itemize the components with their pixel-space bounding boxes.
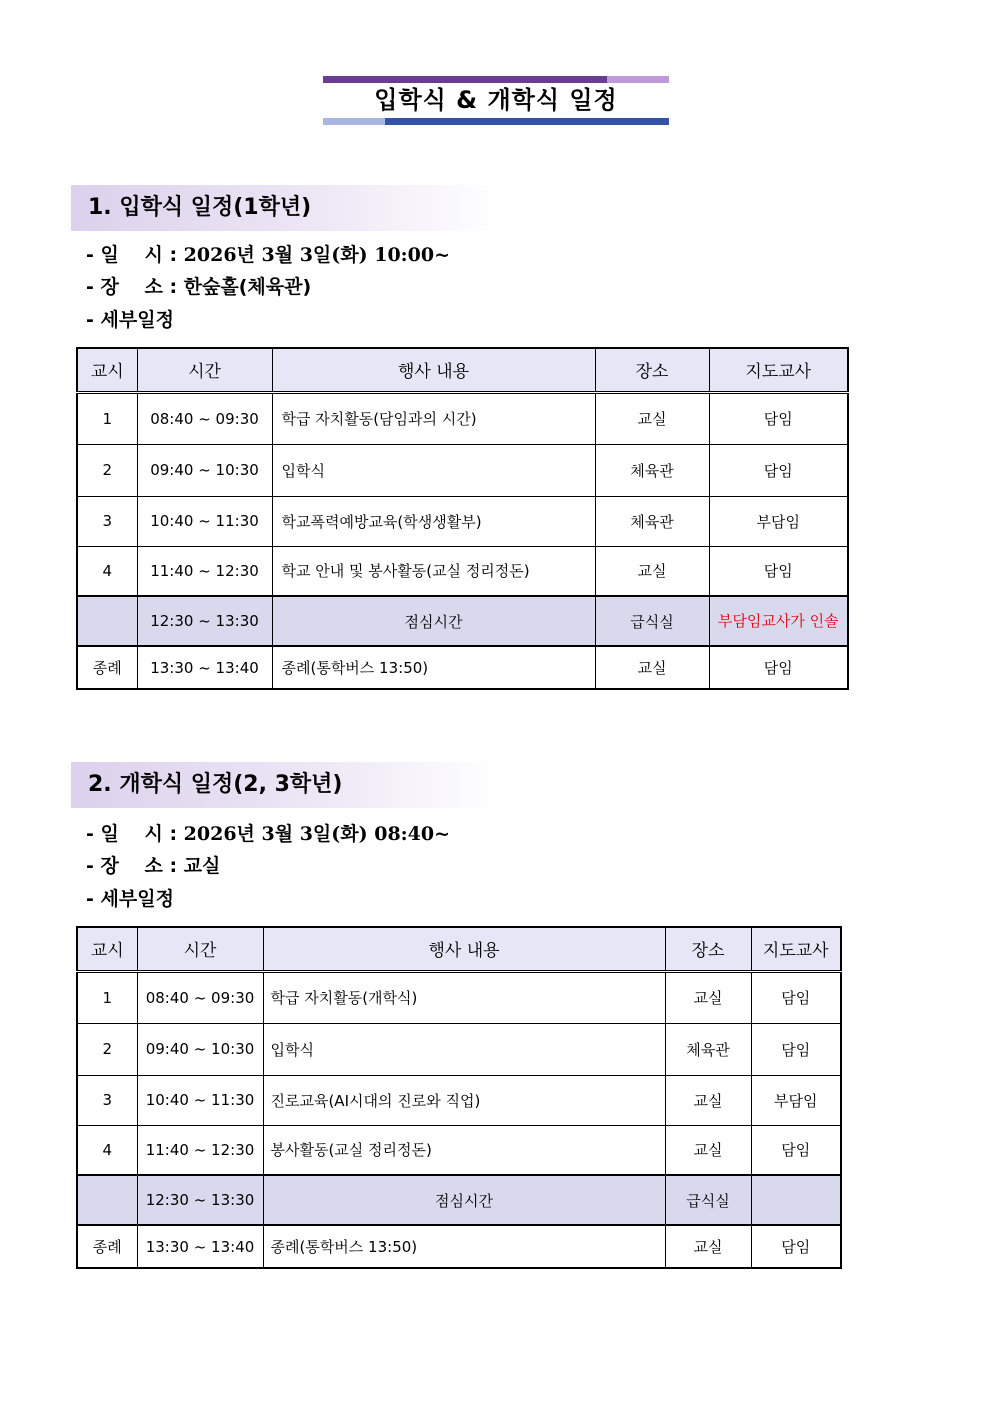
cell-place: 급식실 (595, 596, 709, 646)
cell-event: 종례(통학버스 13:50) (263, 1225, 665, 1268)
section1-detail-label: - 세부일정 (86, 309, 174, 331)
table-header-row (77, 348, 848, 392)
table-header-row (77, 927, 841, 971)
cell-event: 학급 자치활동(담임과의 시간) (272, 392, 595, 444)
cell-teacher (751, 1175, 841, 1225)
header-place: 장소 (665, 927, 751, 971)
cell-period: 3 (77, 496, 137, 546)
cell-teacher: 부담임 (709, 496, 848, 546)
table-row (77, 1075, 841, 1125)
header-time: 시간 (137, 348, 272, 392)
cell-time: 10:40 ~ 11:30 (137, 1075, 263, 1125)
cell-period: 4 (77, 546, 137, 596)
cell-teacher: 담임 (709, 646, 848, 689)
header-time: 시간 (137, 927, 263, 971)
section2-heading (71, 762, 501, 808)
title-bar-top-light (607, 76, 669, 83)
section2-schedule-table (76, 926, 842, 1269)
cell-period: 1 (77, 392, 137, 444)
document-title (323, 76, 669, 125)
cell-teacher-alert: 부담임교사가 인솔 (709, 596, 848, 646)
cell-place: 교실 (665, 971, 751, 1023)
cell-event: 점심시간 (263, 1175, 665, 1225)
cell-place: 체육관 (595, 444, 709, 496)
cell-event: 종례(통학버스 13:50) (272, 646, 595, 689)
cell-event: 입학식 (263, 1023, 665, 1075)
cell-time: 10:40 ~ 11:30 (137, 496, 272, 546)
cell-place: 체육관 (595, 496, 709, 546)
cell-event: 봉사활동(교실 정리정돈) (263, 1125, 665, 1175)
section1-date-line (86, 241, 450, 269)
cell-time: 13:30 ~ 13:40 (137, 1225, 263, 1268)
header-period: 교시 (77, 927, 137, 971)
table-row (77, 1125, 841, 1175)
section2-heading-text: 2. 개학식 일정(2, 3학년) (88, 772, 343, 797)
cell-place: 체육관 (665, 1023, 751, 1075)
cell-period: 2 (77, 444, 137, 496)
cell-teacher: 부담임 (751, 1075, 841, 1125)
cell-place: 교실 (665, 1125, 751, 1175)
cell-time: 08:40 ~ 09:30 (137, 971, 263, 1023)
cell-period: 종례 (77, 1225, 137, 1268)
closing-row (77, 1225, 841, 1268)
cell-event: 점심시간 (272, 596, 595, 646)
cell-period (77, 596, 137, 646)
cell-event: 진로교육(AI시대의 진로와 직업) (263, 1075, 665, 1125)
section1-place-line (86, 273, 311, 301)
cell-place: 교실 (595, 646, 709, 689)
lunch-row (77, 596, 848, 646)
title-bar-bottom-dark (385, 118, 669, 125)
cell-teacher: 담임 (709, 444, 848, 496)
section2-place-line (86, 852, 220, 880)
title-bar-bottom-light (323, 118, 385, 125)
header-period: 교시 (77, 348, 137, 392)
table-row (77, 971, 841, 1023)
section2-date-label: - 일 시 : (86, 823, 178, 845)
cell-place: 교실 (665, 1075, 751, 1125)
cell-teacher: 담임 (709, 546, 848, 596)
cell-place: 교실 (595, 392, 709, 444)
cell-period: 종례 (77, 646, 137, 689)
cell-time: 12:30 ~ 13:30 (137, 1175, 263, 1225)
cell-teacher: 담임 (751, 1125, 841, 1175)
cell-event: 학교폭력예방교육(학생생활부) (272, 496, 595, 546)
header-teacher: 지도교사 (751, 927, 841, 971)
cell-event: 학급 자치활동(개학식) (263, 971, 665, 1023)
section1-place-value: 한숲홀(체육관) (183, 276, 312, 298)
cell-period: 1 (77, 971, 137, 1023)
cell-time: 08:40 ~ 09:30 (137, 392, 272, 444)
header-teacher: 지도교사 (709, 348, 848, 392)
section1-heading-text: 1. 입학식 일정(1학년) (88, 195, 312, 220)
table-row (77, 444, 848, 496)
cell-teacher: 담임 (751, 1225, 841, 1268)
closing-row (77, 646, 848, 689)
section2-place-value: 교실 (183, 855, 221, 877)
cell-time: 09:40 ~ 10:30 (137, 1023, 263, 1075)
section1-place-label: - 장 소 : (86, 276, 178, 298)
table-row (77, 392, 848, 444)
section1-date-value: 2026년 3월 3일(화) 10:00~ (183, 244, 451, 266)
section1-schedule-table (76, 347, 849, 690)
section1-date-label: - 일 시 : (86, 244, 178, 266)
header-event: 행사 내용 (272, 348, 595, 392)
header-event: 행사 내용 (263, 927, 665, 971)
cell-event: 입학식 (272, 444, 595, 496)
cell-period: 4 (77, 1125, 137, 1175)
cell-time: 09:40 ~ 10:30 (137, 444, 272, 496)
cell-period (77, 1175, 137, 1225)
cell-period: 3 (77, 1075, 137, 1125)
table-row (77, 546, 848, 596)
cell-time: 11:40 ~ 12:30 (137, 1125, 263, 1175)
section2-date-line (86, 820, 450, 848)
cell-place: 교실 (595, 546, 709, 596)
lunch-row (77, 1175, 841, 1225)
page-title: 입학식 & 개학식 일정 (374, 86, 618, 114)
cell-time: 11:40 ~ 12:30 (137, 546, 272, 596)
cell-place: 교실 (665, 1225, 751, 1268)
cell-place: 급식실 (665, 1175, 751, 1225)
section2-place-label: - 장 소 : (86, 855, 178, 877)
section2-detail-label: - 세부일정 (86, 888, 174, 910)
cell-time: 12:30 ~ 13:30 (137, 596, 272, 646)
cell-event: 학교 안내 및 봉사활동(교실 정리정돈) (272, 546, 595, 596)
cell-teacher: 담임 (751, 1023, 841, 1075)
section2-date-value: 2026년 3월 3일(화) 08:40~ (183, 823, 451, 845)
section1-heading (71, 185, 501, 231)
cell-teacher: 담임 (709, 392, 848, 444)
title-bar-top-dark (323, 76, 607, 83)
cell-teacher: 담임 (751, 971, 841, 1023)
cell-time: 13:30 ~ 13:40 (137, 646, 272, 689)
header-place: 장소 (595, 348, 709, 392)
table-row (77, 1023, 841, 1075)
table-row (77, 496, 848, 546)
cell-period: 2 (77, 1023, 137, 1075)
